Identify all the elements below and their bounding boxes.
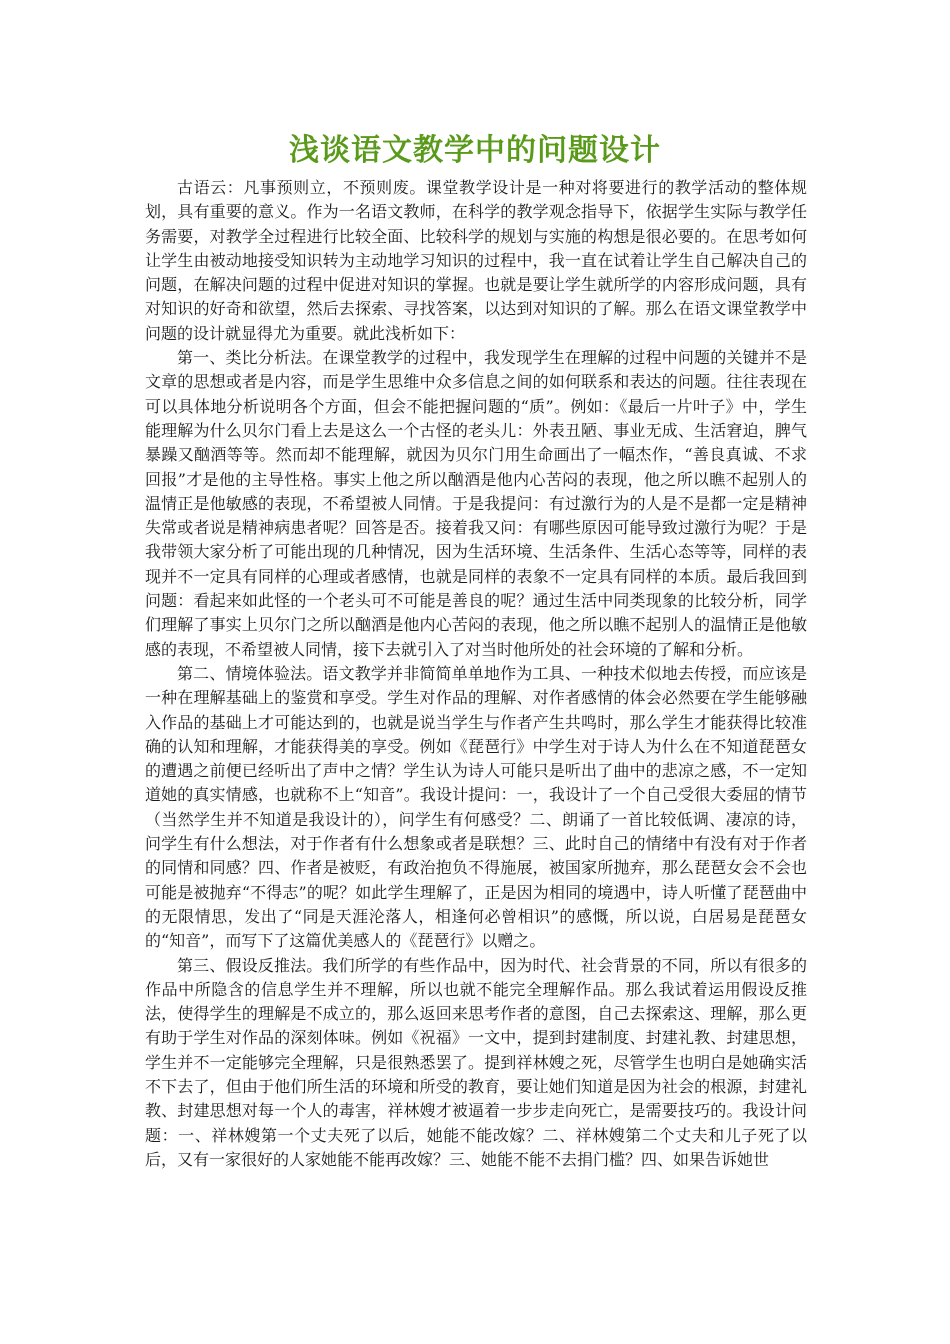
document-title: 浅谈语文教学中的问题设计 [289,133,661,168]
paragraph-hypothesis-method: 第三、假设反推法。我们所学的有些作品中，因为时代、社会背景的不同，所以有很多的作品中所隐含的信息学生并不理解，所以也就不能完全理解作品。那么我试着运用假设反推法，使得学生的理解是不成立的，那么返回来思考作者的意图，自己去探索这、理解，那么更有助于学生对作品的深刻体味。例如《祝福》一文中，提到封建制度、封建礼教、封建思想，学生并不一定能够完全理解，只是很熟悉罢了。提到祥林嫂之死，尽管学生也明白是她确实活不下去了，但由于他们所生活的环境和所受的教育，要让她们知道是因为社会的根源，封建礼教、封建思想对每一个人的毒害，祥林嫂才被逼着一步步走向死亡，是需要技巧的。我设计问题：一、祥林嫂第一个丈夫死了以后，她能不能改嫁？二、祥林嫂第二个丈夫和儿子死了以后，又有一家很好的人家她能不能再改嫁？三、她能不能不去捐门槛？四、如果告诉她世 [145,955,807,1169]
paragraph-intro: 古语云：凡事预则立，不预则废。课堂教学设计是一种对将要进行的教学活动的整体规划，具有重要的意义。作为一名语文教师，在科学的教学观念指导下，依据学生实际与教学任务需要，对教学全过程进行比较全面、比较科学的规划与实施的构想是很必要的。在思考如何让学生由被动地接受知识转为主动地学习知识的过程中，我一直在试着让学生自己解决自己的问题，在解决问题的过程中促进对知识的掌握。也就是要让学生就所学的内容形成问题，具有对知识的好奇和欲望，然后去探索、寻找答案，以达到对知识的了解。那么在语文课堂教学中问题的设计就显得尤为重要。就此浅析如下： [145,178,807,343]
paragraph-analogy-method: 第一、类比分析法。在课堂教学的过程中，我发现学生在理解的过程中问题的关键并不是文章的思想或者是内容，而是学生思维中众多信息之间的如何联系和表达的问题。往往表现在可以具体地分析说明各个方面，但会不能把握问题的“质”。例如：《最后一片叶子》中，学生能理解为什么贝尔门看上去是这么一个古怪的老头儿：外表丑陋、事业无成、生活窘迫，脾气暴躁又酗酒等等。然而却不能理解，就因为贝尔门用生命画出了一幅杰作，“善良真诚、不求回报”才是他的主导性格。事实上他之所以酗酒是他内心苦闷的表现，他之所以瞧不起别人的温情正是他敏感的表现，不希望被人同情。于是我提问：有过激行为的人是不是都一定是精神失常或者说是精神病患者呢？回答是否。接着我又问：有哪些原因可能导致过激行为呢？于是我带领大家分析了可能出现的几种情况，因为生活环境、生活条件、生活心态等等，同样的表现并不一定具有同样的心理或者感情，也就是同样的表象不一定具有同样的本质。最后我回到问题：看起来如此怪的一个老头可不可能是善良的呢？通过生活中同类现象的比较分析，同学们理解了事实上贝尔门之所以酗酒是他内心苦闷的表现，他之所以瞧不起别人的温情正是他敏感的表现，不希望被人同情，接下去就引入了对当时他所处的社会环境的了解和分析。 [145,348,807,659]
document-body [145,176,807,1172]
paragraph-situation-method: 第二、情境体验法。语文教学并非简简单单地作为工具、一种技术似地去传授，而应该是一种在理解基础上的鉴赏和享受。学生对作品的理解、对作者感情的体会必然要在学生能够融入作品的基础上才可能达到的，也就是说当学生与作者产生共鸣时，那么学生才能获得比较准确的认知和理解，才能获得美的享受。例如《琵琶行》中学生对于诗人为什么在不知道琵琶女的遭遇之前便已经听出了声中之情？学生认为诗人可能只是听出了曲中的悲凉之感，不一定知道她的真实情感，也就称不上“知音”。我设计提问：一，我设计了一个自己受很大委屈的情节（当然学生并不知道是我设计的），问学生有何感受？二、朗诵了一首比较低调、凄凉的诗，问学生有什么想法，对于作者有什么想象或者是联想？三、此时自己的情绪中有没有对于作者的同情和同感？四、作者是被贬，有政治抱负不得施展，被国家所抛弃，那么琵琶女会不会也可能是被抛弃“不得志”的呢？如此学生理解了，正是因为相同的境遇中，诗人听懂了琵琶曲中的无限情思，发出了“同是天涯沦落人，相逢何必曾相识”的感慨，所以说，白居易是琵琶女的“知音”，而写下了这篇优美感人的《琵琶行》以赠之。 [145,663,807,951]
